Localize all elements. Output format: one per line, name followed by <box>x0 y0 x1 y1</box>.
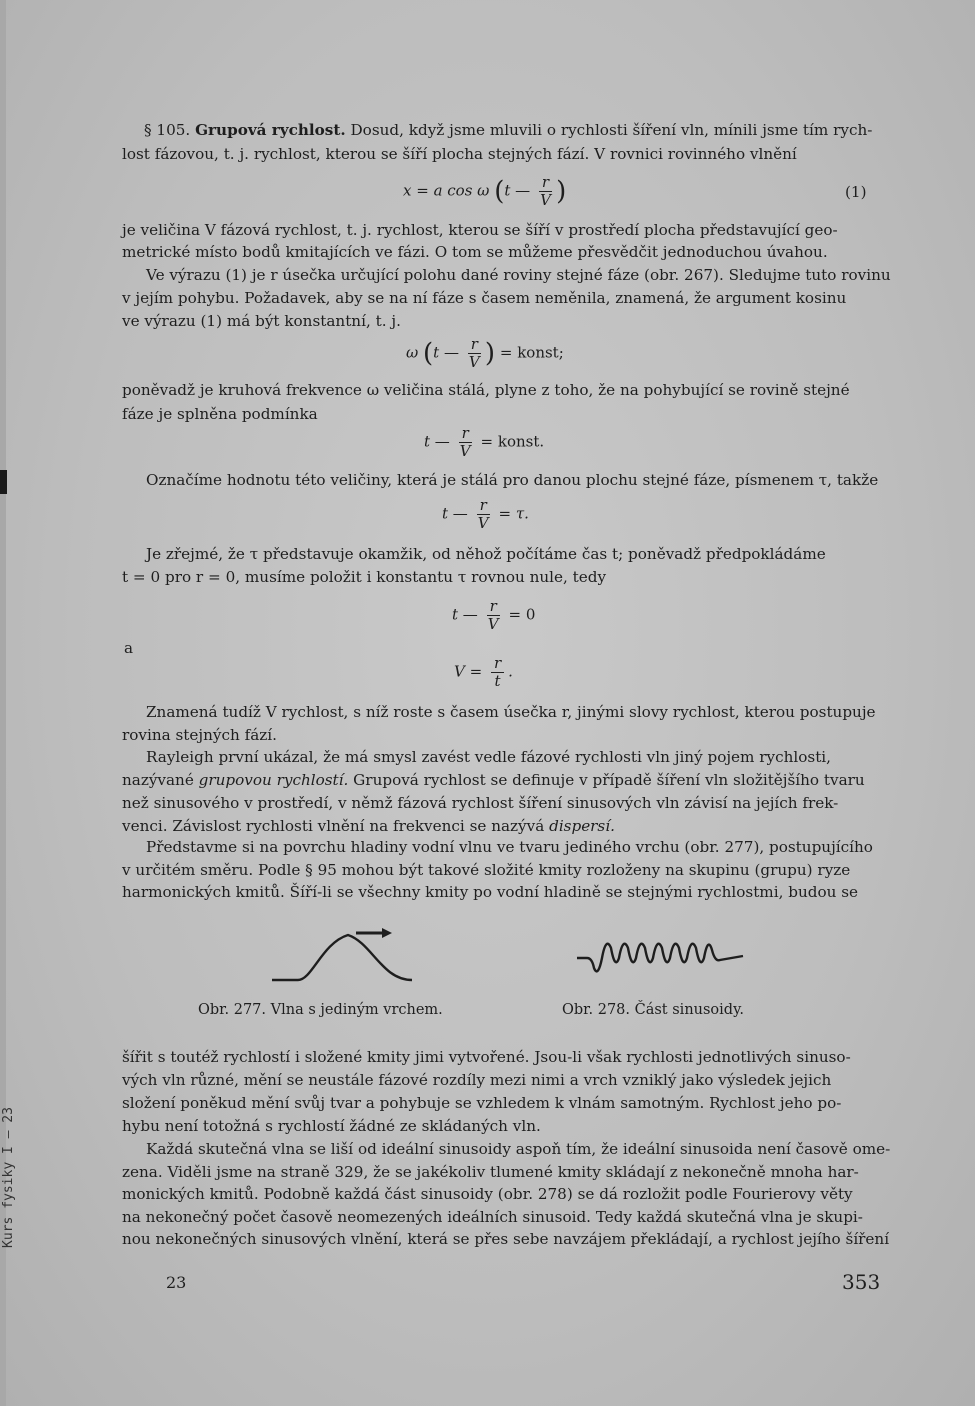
equation-2: ω (t — $\frac{r}{V}$ ) = konst; <box>406 335 564 371</box>
para6-line-1: Znamená tudíž V rychlost, s níž roste s časem úsečka r, jinými slovy rychlost, kterou postupuje <box>146 703 876 721</box>
para9-line-1: šířit s toutéž rychlostí i složené kmity jimi vytvořené. Jsou-li však rychlosti jednotlivých sinuso- <box>122 1048 851 1066</box>
para2-line-1: je veličina V fázová rychlost, t. j. rychlost, kterou se šíří v prostředí plocha představující geo- <box>122 221 838 239</box>
para10-line-5: nou nekonečných sinusových vlnění, která se přes sebe navzájem překládají, a rychlost jejího šíření <box>122 1230 890 1248</box>
signature-mark: 23 <box>166 1273 187 1292</box>
term-dispersion: dispersí. <box>549 817 615 835</box>
para3-line-1: poněvadž je kruhová frekvence ω veličina stálá, plyne z toho, že na pohybující se rovině stejné <box>122 381 850 399</box>
para6-line-2: rovina stejných fází. <box>122 726 277 744</box>
para10-line-2: zena. Viděli jsme na straně 329, že se jakékoliv tlumené kmity skládají z nekonečně mnoha har- <box>122 1163 859 1181</box>
spine-text: Kurs fysiky I — 23 <box>0 1107 16 1248</box>
eq1-lhs: x = a cos ω <box>403 181 490 200</box>
para2-line-4: v jejím pohybu. Požadavek, aby se na ní fáze s časem neměnila, znamená, že argument kosinu <box>122 289 847 307</box>
figure-278-caption: Obr. 278. Část sinusoidy. <box>562 1002 744 1018</box>
para8-line-1: Představme si na povrchu hladiny vodní vlnu ve tvaru jediného vrchu (obr. 277), postupujícího <box>146 838 873 856</box>
figure-277-single-crest-wave <box>270 925 420 985</box>
equation-1: x = a cos ω (t — $\frac{r}{V}$ ) <box>403 173 567 209</box>
para8-line-2: v určitém směru. Podle § 95 mohou být takové složité kmity rozloženy na skupinu (grupu) ryze <box>122 861 851 879</box>
term-group-velocity: grupovou rychlostí. <box>198 771 349 789</box>
eq1-number: (1) <box>845 183 867 201</box>
eq4-fraction: $\frac{r}{V}$ <box>477 496 489 532</box>
para10-line-1: Každá skutečná vlna se liší od ideální sinusoidy aspoň tím, že ideální sinusoida není časově ome- <box>146 1140 891 1158</box>
eq1-t: t — <box>504 181 531 200</box>
eq5-fraction: $\frac{r}{V}$ <box>487 597 499 633</box>
para5-line-2: t = 0 pro r = 0, musíme položit i konstantu τ rovnou nule, tedy <box>122 568 607 586</box>
para7-line-1: Rayleigh první ukázal, že má smysl zavést vedle fázové rychlosti vln jiný pojem rychlosti, <box>146 748 831 766</box>
para4: Označíme hodnotu této veličiny, která je stálá pro danou plochu stejné fáze, písmenem τ, takže <box>146 471 879 489</box>
para2-line-2: metrické místo bodů kmitajících ve fázi. O tom se můžeme přesvědčit jednoduchou úvahou. <box>122 243 828 261</box>
equation-6: V = $\frac{r}{t}$ . <box>454 654 513 690</box>
section-heading-line <box>122 118 873 142</box>
figure-277-caption: Obr. 277. Vlna s jediným vrchem. <box>198 1002 443 1018</box>
para10-line-3: monických kmitů. Podobně každá část sinusoidy (obr. 278) se dá rozložit podle Fourierovy věty <box>122 1185 853 1203</box>
section-title: Grupová rychlost. <box>195 121 346 139</box>
binding-mark <box>0 470 7 494</box>
para9-line-2: vých vln různé, mění se neustále fázové rozdíly mezi nimi a vrch vzniklý jako výsledek jejich <box>122 1071 832 1089</box>
para10-line-4: na nekonečný počet časově neomezených ideálních sinusoid. Tedy každá skutečná vlna je skupi- <box>122 1208 863 1226</box>
section-number: § 105. <box>144 121 191 139</box>
eq2-fraction: $\frac{r}{V}$ <box>468 335 480 371</box>
page-number: 353 <box>842 1270 881 1294</box>
eq6-fraction: $\frac{r}{t}$ <box>491 655 504 690</box>
para9-line-4: hybu není totožná s rychlostí žádné ze skládaných vln. <box>122 1117 541 1135</box>
eq3-fraction: $\frac{r}{V}$ <box>459 424 471 460</box>
eq1-fraction: $\frac{r}{V}$ <box>540 173 551 209</box>
para7-line-3: než sinusového v prostředí, v němž fázová rychlost šíření sinusových vln závisí na jejích frek- <box>122 794 839 812</box>
conjunction: a <box>124 639 134 657</box>
para7-line-2: nazývané grupovou rychlostí. Grupová rychlost se definuje v případě šíření vln složitějšího tvaru <box>122 771 865 789</box>
para5-line-1: Je zřejmé, že τ představuje okamžik, od něhož počítáme čas t; poněvadž předpokládáme <box>146 545 826 563</box>
equation-5: t — $\frac{r}{V}$ = 0 <box>452 597 536 633</box>
para9-line-3: složení poněkud mění svůj tvar a pohybuje se vzhledem k vlnám samotným. Rychlost jeho po- <box>122 1094 842 1112</box>
section-text-1: Dosud, když jsme mluvili o rychlosti šíření vln, mínili jsme tím rych- <box>350 121 873 139</box>
section-text-2: lost fázovou, t. j. rychlost, kterou se šíří plocha stejných fází. V rovnici rovinného vlnění <box>122 145 797 163</box>
figure-278-sinusoid-segment <box>575 930 750 980</box>
para2-line-5: ve výrazu (1) má být konstantní, t. j. <box>122 312 401 330</box>
para8-line-3: harmonických kmitů. Šíří-li se všechny kmity po vodní hladině se stejnými rychlostmi, budou se <box>122 883 858 901</box>
para3-line-2: fáze je splněna podmínka <box>122 405 318 423</box>
equation-4: t — $\frac{r}{V}$ = τ. <box>442 496 529 532</box>
para7-line-4: venci. Závislost rychlosti vlnění na frekvenci se nazývá dispersí. <box>122 817 615 835</box>
equation-3: t — $\frac{r}{V}$ = konst. <box>424 424 545 460</box>
para2-line-3: Ve výrazu (1) je r úsečka určující polohu dané roviny stejné fáze (obr. 267). Sledujme tuto rovinu <box>146 266 891 284</box>
